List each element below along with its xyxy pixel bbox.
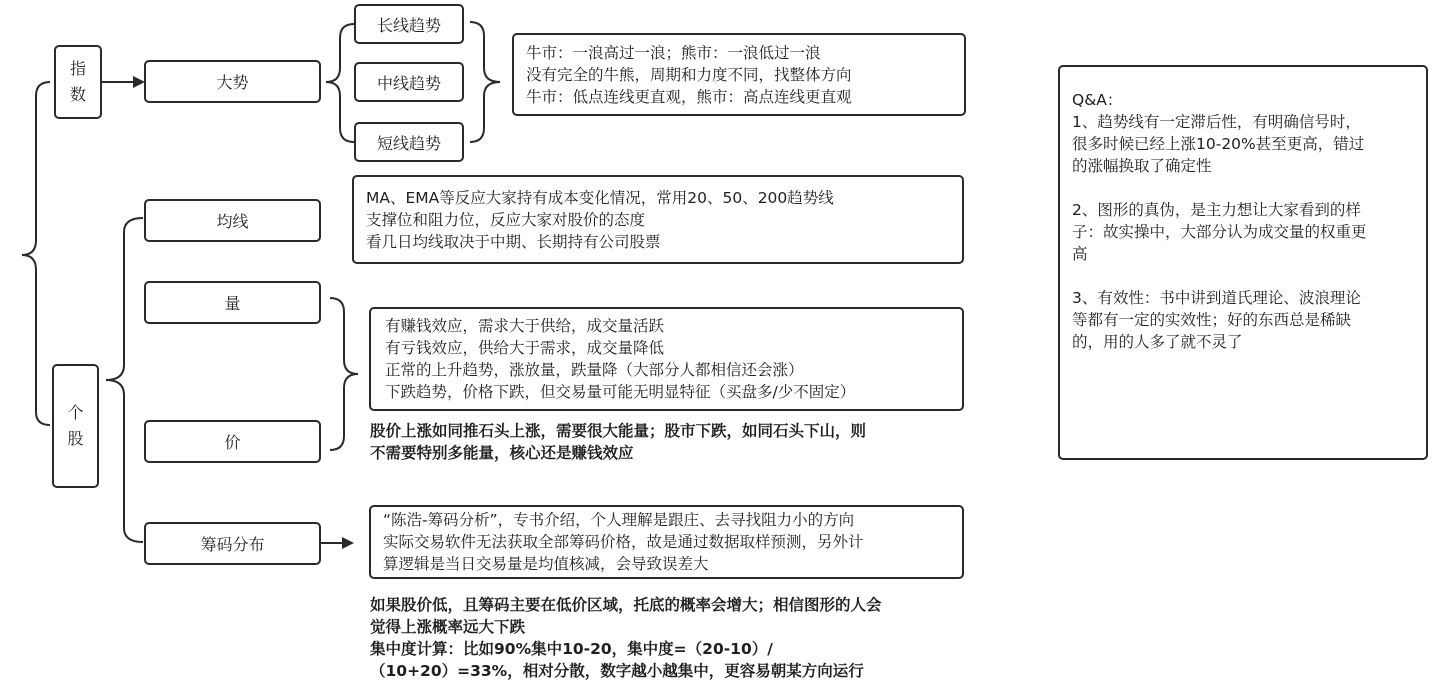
qa-line: 高: [1072, 245, 1088, 263]
note-line: 实际交易软件无法获取全部筹码价格，故是通过数据取样预测，另外计: [383, 533, 864, 551]
label: 数: [69, 85, 86, 104]
qa-line: 等都有一定的实效性；好的东西总是稀缺: [1072, 311, 1352, 329]
long-trend-node[interactable]: 长线趋势: [354, 4, 464, 44]
qa-line: 很多时候已经上涨10-20%甚至更高，错过: [1072, 135, 1365, 153]
chips-notes[interactable]: [369, 505, 964, 579]
note-line: （10+20）=33%，相对分散，数字越小越集中，更容易朝某方向运行: [370, 662, 864, 680]
note-line: 不需要特别多能量，核心还是赚钱效应: [370, 444, 634, 462]
label: 指: [69, 59, 86, 78]
trend-notes-brace: [470, 22, 500, 142]
qa-line: 3、有效性：书中讲到道氏理论、波浪理论: [1072, 289, 1361, 307]
qa-line: 1、趋势线有一定滞后性，有明确信号时，: [1072, 113, 1361, 131]
note-line: 正常的上升趋势，涨放量，跌量降（大部分人都相信还会涨）: [385, 361, 804, 379]
note-line: 下跌趋势，价格下跌，但交易量可能无明显特征（买盘多/少不固定）: [385, 383, 856, 401]
qa-line: Q&A：: [1072, 91, 1123, 109]
note-line: 有亏钱效应，供给大于需求，成交量降低: [385, 339, 665, 357]
label: 个: [67, 403, 84, 422]
volume-notes[interactable]: [369, 307, 964, 411]
qa-line: 的涨幅换取了确定性: [1072, 157, 1212, 175]
price-node[interactable]: 价: [144, 420, 321, 463]
qa-spacer: [1072, 177, 1414, 199]
arrowhead-icon: [342, 537, 354, 549]
short-trend-node[interactable]: 短线趋势: [354, 122, 464, 162]
index-node[interactable]: [54, 45, 102, 119]
note-line: 牛市：一浪高过一浪；熊市：一浪低过一浪: [526, 44, 821, 62]
note-line: 没有完全的牛熊，周期和力度不同，找整体方向: [526, 66, 852, 84]
volume-brace: [330, 298, 358, 450]
note-line: 看几日均线取决于中期、长期持有公司股票: [366, 233, 661, 251]
note-line: 支撑位和阻力位，反应大家对股价的态度: [366, 211, 646, 229]
note-line: 如果股价低，且筹码主要在低价区域，托底的概率会增大；相信图形的人会: [370, 596, 882, 614]
price-notes: [370, 420, 866, 464]
label: 股: [67, 429, 84, 448]
chips-node[interactable]: 筹码分布: [144, 522, 321, 565]
note-line: “陈浩-筹码分析”，专书介绍，个人理解是跟庄、去寻找阻力小的方向: [383, 511, 855, 529]
qa-line: 的，用的人多了就不灵了: [1072, 333, 1243, 351]
note-line: 牛市：低点连线更直观，熊市：高点连线更直观: [526, 88, 852, 106]
chips-bold-notes: [370, 594, 882, 682]
note-line: 集中度计算：比如90%集中10-20，集中度=（20-10）/: [370, 640, 773, 658]
ma-node[interactable]: 均线: [144, 199, 321, 242]
mid-trend-node[interactable]: 中线趋势: [354, 62, 464, 102]
qa-line: 子：故实操中，大部分认为成交量的权重更: [1072, 223, 1367, 241]
qa-box[interactable]: [1058, 65, 1428, 460]
qa-line: 2、图形的真伪，是主力想让大家看到的样: [1072, 201, 1361, 219]
note-line: 觉得上涨概率远大下跌: [370, 618, 526, 636]
note-line: 算逻辑是当日交易量是均值核减，会导致误差大: [383, 555, 709, 573]
trend-brace: [326, 24, 354, 142]
root-brace: [22, 82, 50, 425]
ma-notes[interactable]: [352, 175, 964, 264]
trend-notes[interactable]: [512, 33, 966, 116]
trend-node[interactable]: 大势: [144, 60, 321, 103]
stock-node[interactable]: [52, 364, 99, 488]
stock-brace: [106, 218, 143, 542]
qa-spacer: [1072, 265, 1414, 287]
note-line: 有赚钱效应，需求大于供给，成交量活跃: [385, 317, 665, 335]
note-line: 股价上涨如同推石头上涨，需要很大能量；股市下跌，如同石头下山，则: [370, 422, 867, 440]
note-line: MA、EMA等反应大家持有成本变化情况，常用20、50、200趋势线: [366, 189, 834, 207]
volume-node[interactable]: 量: [144, 281, 321, 324]
